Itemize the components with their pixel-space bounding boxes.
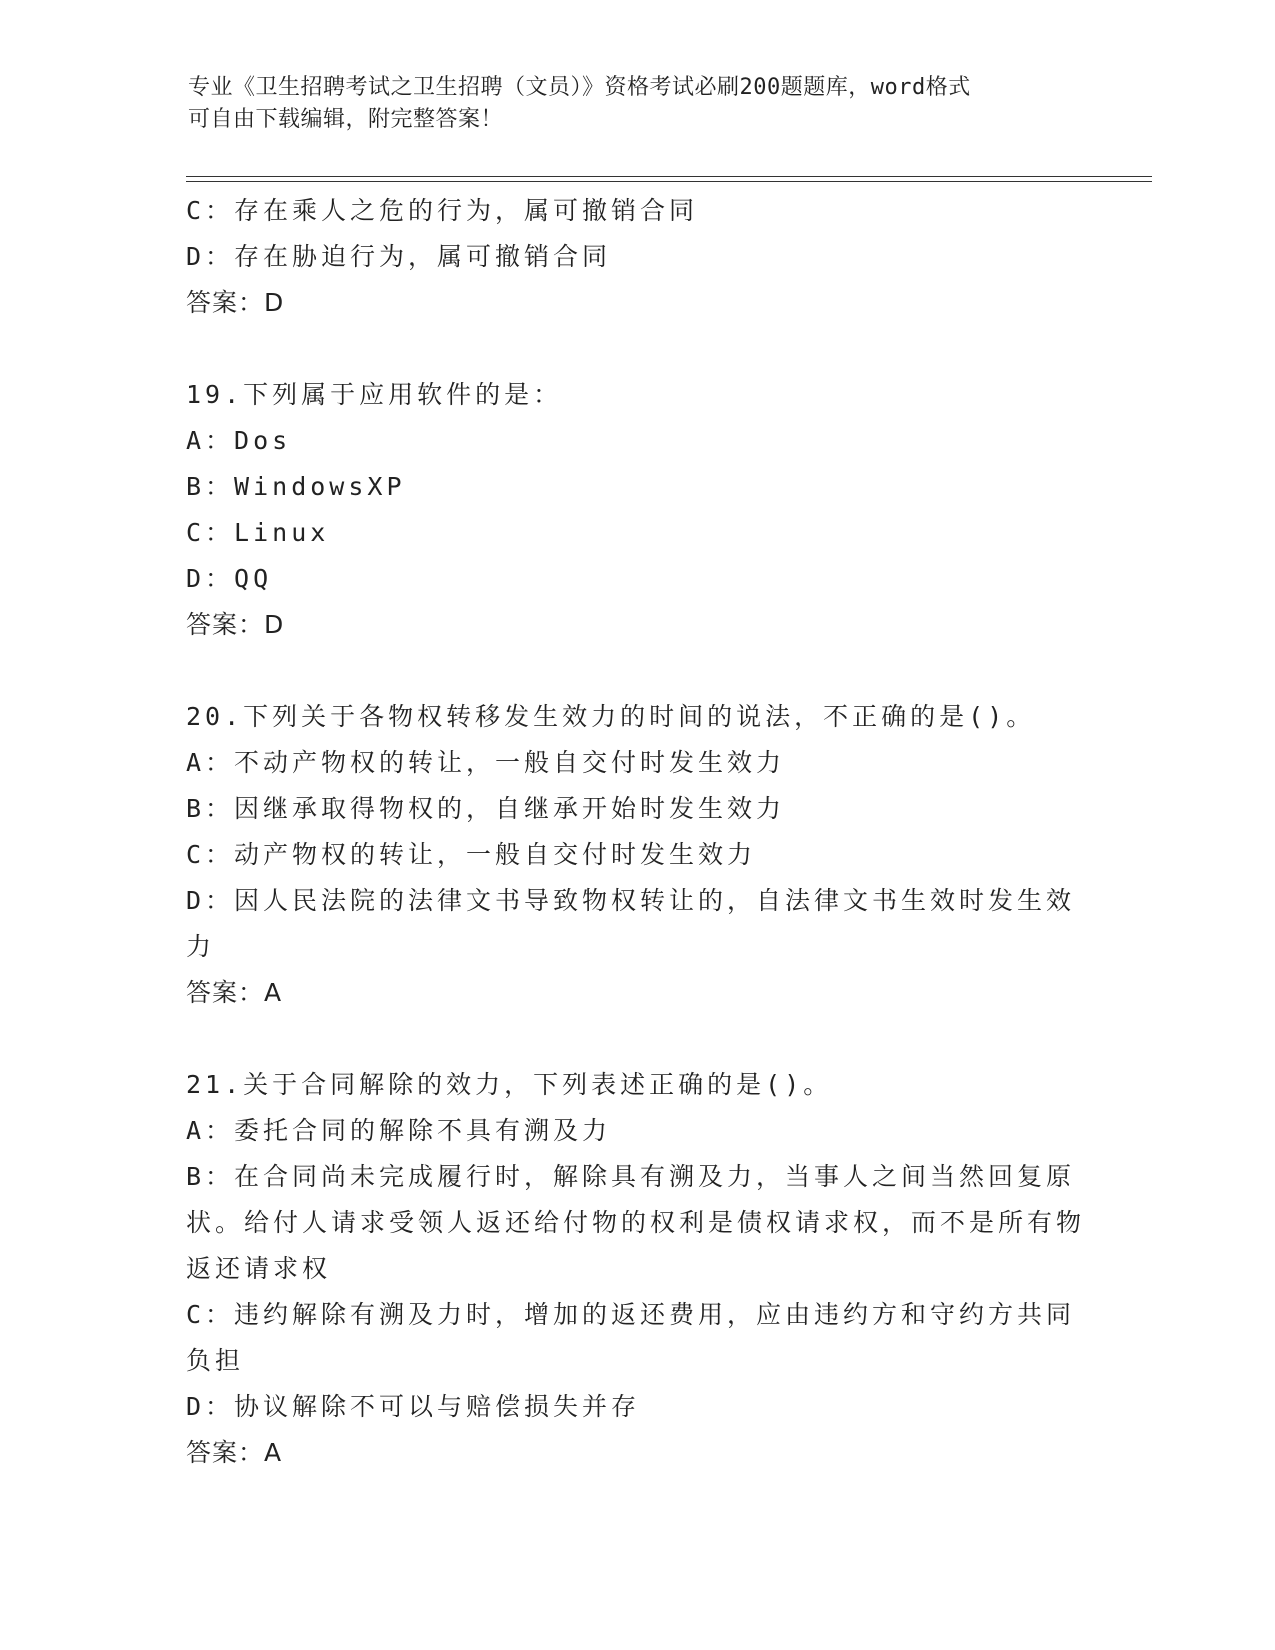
option-b: B：WindowsXP bbox=[186, 472, 406, 501]
spacer bbox=[186, 648, 1086, 694]
option-a: A：委托合同的解除不具有溯及力 bbox=[186, 1116, 612, 1145]
header-divider-bottom bbox=[186, 181, 1152, 182]
question-text: 19.下列属于应用软件的是： bbox=[186, 380, 563, 409]
option-c: C：存在乘人之危的行为，属可撤销合同 bbox=[186, 196, 699, 225]
header-title-line2: 可自由下载编辑，附完整答案！ bbox=[188, 107, 504, 132]
question-21-block bbox=[186, 1062, 1086, 1476]
question-text: 20.下列关于各物权转移发生效力的时间的说法，不正确的是()。 bbox=[186, 702, 1036, 731]
question-19-block bbox=[186, 372, 1086, 648]
option-c: C：Linux bbox=[186, 518, 330, 547]
option-c: C：动产物权的转让，一般自交付时发生效力 bbox=[186, 840, 757, 869]
option-a: A：不动产物权的转让，一般自交付时发生效力 bbox=[186, 748, 786, 777]
answer-line: 答案：A bbox=[186, 1438, 283, 1467]
option-d: D：协议解除不可以与赔偿损失并存 bbox=[186, 1392, 641, 1421]
document-body bbox=[186, 188, 1086, 1476]
option-c: C：违约解除有溯及力时，增加的返还费用，应由违约方和守约方共同负担 bbox=[186, 1300, 1076, 1375]
option-d: D：因人民法院的法律文书导致物权转让的，自法律文书生效时发生效力 bbox=[186, 886, 1076, 961]
answer-line: 答案：D bbox=[186, 288, 285, 317]
option-b: B：在合同尚未完成履行时，解除具有溯及力，当事人之间当然回复原状。给付人请求受领人返还给付物的权利是债权请求权，而不是所有物返还请求权 bbox=[186, 1162, 1086, 1283]
header-divider-top bbox=[186, 176, 1152, 177]
answer-line: 答案：A bbox=[186, 978, 283, 1007]
spacer bbox=[186, 326, 1086, 372]
answer-line: 答案：D bbox=[186, 610, 285, 639]
page-header bbox=[188, 72, 1068, 136]
option-d: D：存在胁迫行为，属可撤销合同 bbox=[186, 242, 612, 271]
option-b: B：因继承取得物权的，自继承开始时发生效力 bbox=[186, 794, 786, 823]
question-20-block bbox=[186, 694, 1086, 1016]
continued-question-block bbox=[186, 188, 1086, 326]
question-text: 21.关于合同解除的效力，下列表述正确的是()。 bbox=[186, 1070, 833, 1099]
option-d: D：QQ bbox=[186, 564, 273, 593]
option-a: A：Dos bbox=[186, 426, 292, 455]
header-title-line1: 专业《卫生招聘考试之卫生招聘（文员）》资格考试必刷200题题库，word格式 bbox=[188, 75, 971, 100]
spacer bbox=[186, 1016, 1086, 1062]
